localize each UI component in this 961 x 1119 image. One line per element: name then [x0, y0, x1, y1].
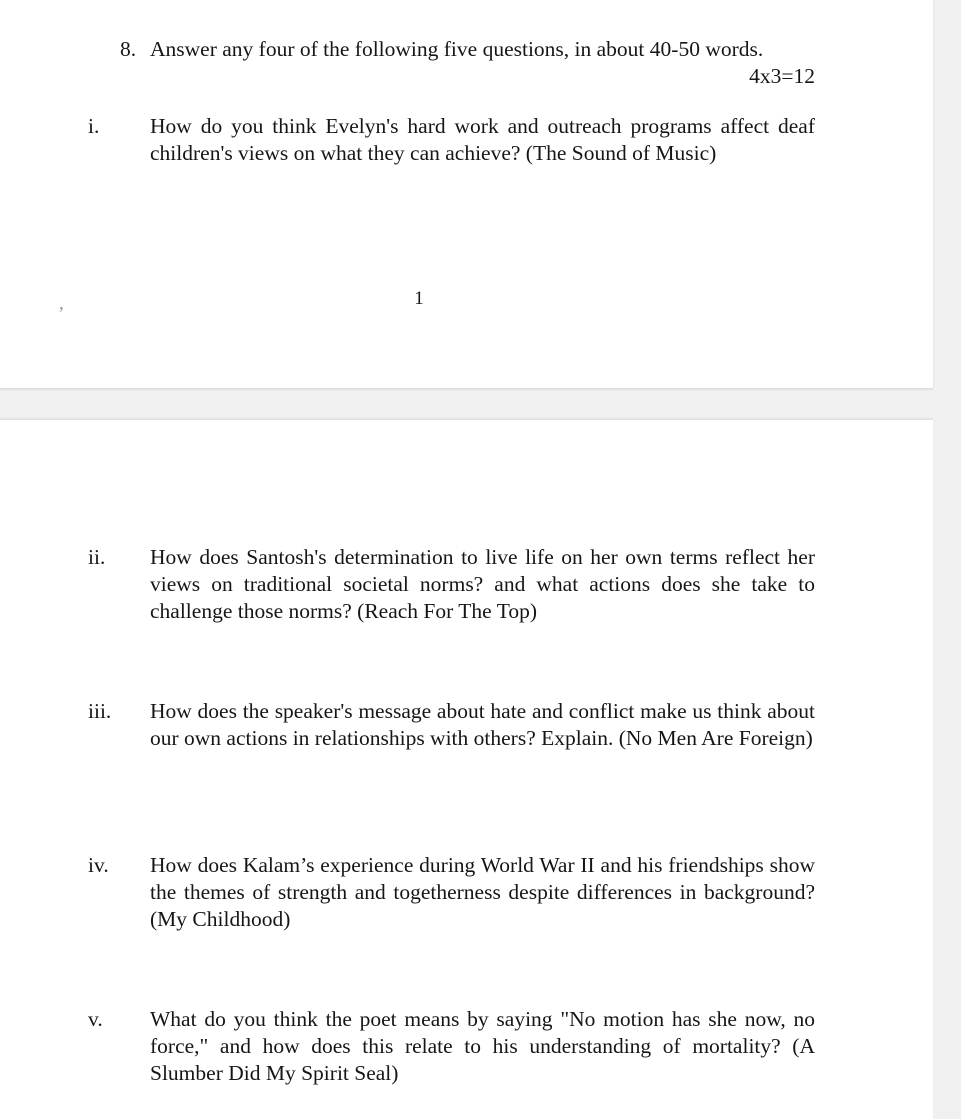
- page-1-bottom-shadow: [0, 388, 933, 391]
- question-item-iv-text: How does Kalam’s experience during World War II and his friendships show the themes of strength and togetherness despite differences in background? (My Childhood): [150, 853, 815, 931]
- question-8-heading: [120, 36, 815, 90]
- page-break-gap: [0, 388, 961, 420]
- question-item-iii-numeral: iii.: [88, 699, 112, 723]
- question-item-ii-numeral: ii.: [88, 545, 106, 569]
- question-8-instruction: Answer any four of the following five questions, in about 40-50 words.: [150, 37, 764, 61]
- question-item-v: [88, 1006, 815, 1087]
- question-item-v-text: What do you think the poet means by saying "No motion has she now, no force," and how does this relate to his understanding of mortality? (A Slumber Did My Spirit Seal): [150, 1007, 815, 1085]
- question-item-iii-text: How does the speaker's message about hate and conflict make us think about our own actions in relationships with others? Explain. (No Men Are Foreign): [150, 699, 815, 750]
- question-item-v-numeral: v.: [88, 1007, 103, 1031]
- question-item-ii-text: How does Santosh's determination to live life on her own terms reflect her views on traditional societal norms? and what actions does she take to challenge those norms? (Reach For The Top): [150, 545, 815, 623]
- question-item-i-text: How do you think Evelyn's hard work and outreach programs affect deaf children's views on what they can achieve? (The Sound of Music): [150, 114, 815, 165]
- question-8-number: 8.: [120, 37, 137, 61]
- question-8-marks: 4x3=12: [749, 64, 815, 88]
- question-8-heading-line: [120, 36, 815, 63]
- question-item-ii: [88, 544, 815, 625]
- question-item-iv-numeral: iv.: [88, 853, 109, 877]
- question-item-iii: [88, 698, 815, 752]
- question-item-i-numeral: i.: [88, 114, 100, 138]
- document-page-1: [0, 0, 933, 388]
- question-item-i: [88, 113, 815, 167]
- question-item-iv: [88, 852, 815, 933]
- document-page-2: [0, 420, 933, 1119]
- page-number-1: 1: [414, 288, 424, 309]
- scan-artifact-mark: ,: [59, 293, 64, 314]
